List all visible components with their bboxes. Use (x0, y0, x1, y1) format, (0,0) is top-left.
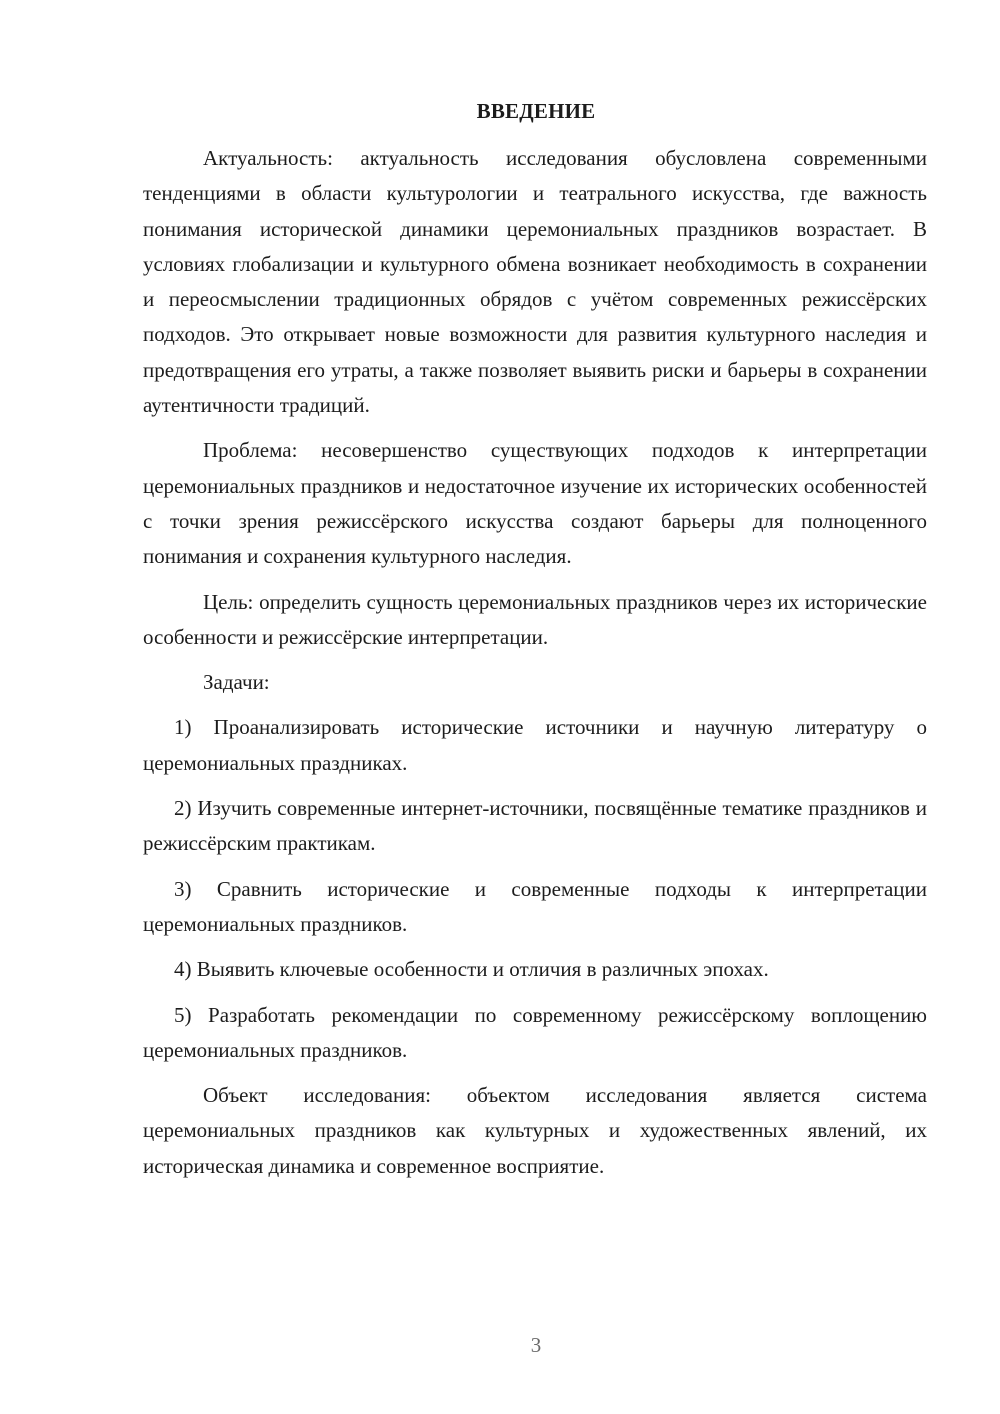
problem-paragraph: Проблема: несовершенство существующих подходов к интерпретации церемониальных праздников и недостаточное изучение их исторических особенностей с точки зрения режиссёрского искусства создают барьеры для полноценного понимания и сохранения культурного наследия. (143, 438, 927, 569)
page-number: 3 (530, 1333, 542, 1357)
goal-paragraph: Цель: определить сущность церемониальных праздников через их исторические особенности и режиссёрские интерпретации. (143, 589, 927, 649)
page-title: ВВЕДЕНИЕ (476, 99, 596, 123)
task-item-1: 1) Проанализировать исторические источники и научную литературу о церемониальных праздниках. (143, 715, 927, 775)
object-paragraph: Объект исследования: объектом исследования является система церемониальных праздников как культурных и художественных явлений, их историческая динамика и современное восприятие. (143, 1083, 927, 1178)
task-item-5: 5) Разработать рекомендации по современному режиссёрскому воплощению церемониальных праздников. (143, 1002, 927, 1062)
task-item-4: 4) Выявить ключевые особенности и отличия в различных эпохах. (174, 957, 769, 982)
tasks-label: Задачи: (203, 670, 270, 695)
task-item-2: 2) Изучить современные интернет-источники, посвящённые тематике праздников и режиссёрским практикам. (143, 796, 927, 856)
document-body (143, 141, 927, 1184)
task-item-3: 3) Сравнить исторические и современные подходы к интерпретации церемониальных праздников. (143, 876, 927, 936)
relevance-paragraph: Актуальность: актуальность исследования обусловлена современными тенденциями в области культурологии и театрального искусства, где важность понимания исторической динамики церемониальных праздников возрастает. В условиях глобализации и культурного обмена возникает необходимость в сохранении и переосмыслении традиционных обрядов с учётом современных режиссёрских подходов. Это открывает новые возможности для развития культурного наследия и предотвращения его утраты, а также позволяет выявить риски и барьеры в сохранении аутентичности традиций. (143, 146, 927, 418)
